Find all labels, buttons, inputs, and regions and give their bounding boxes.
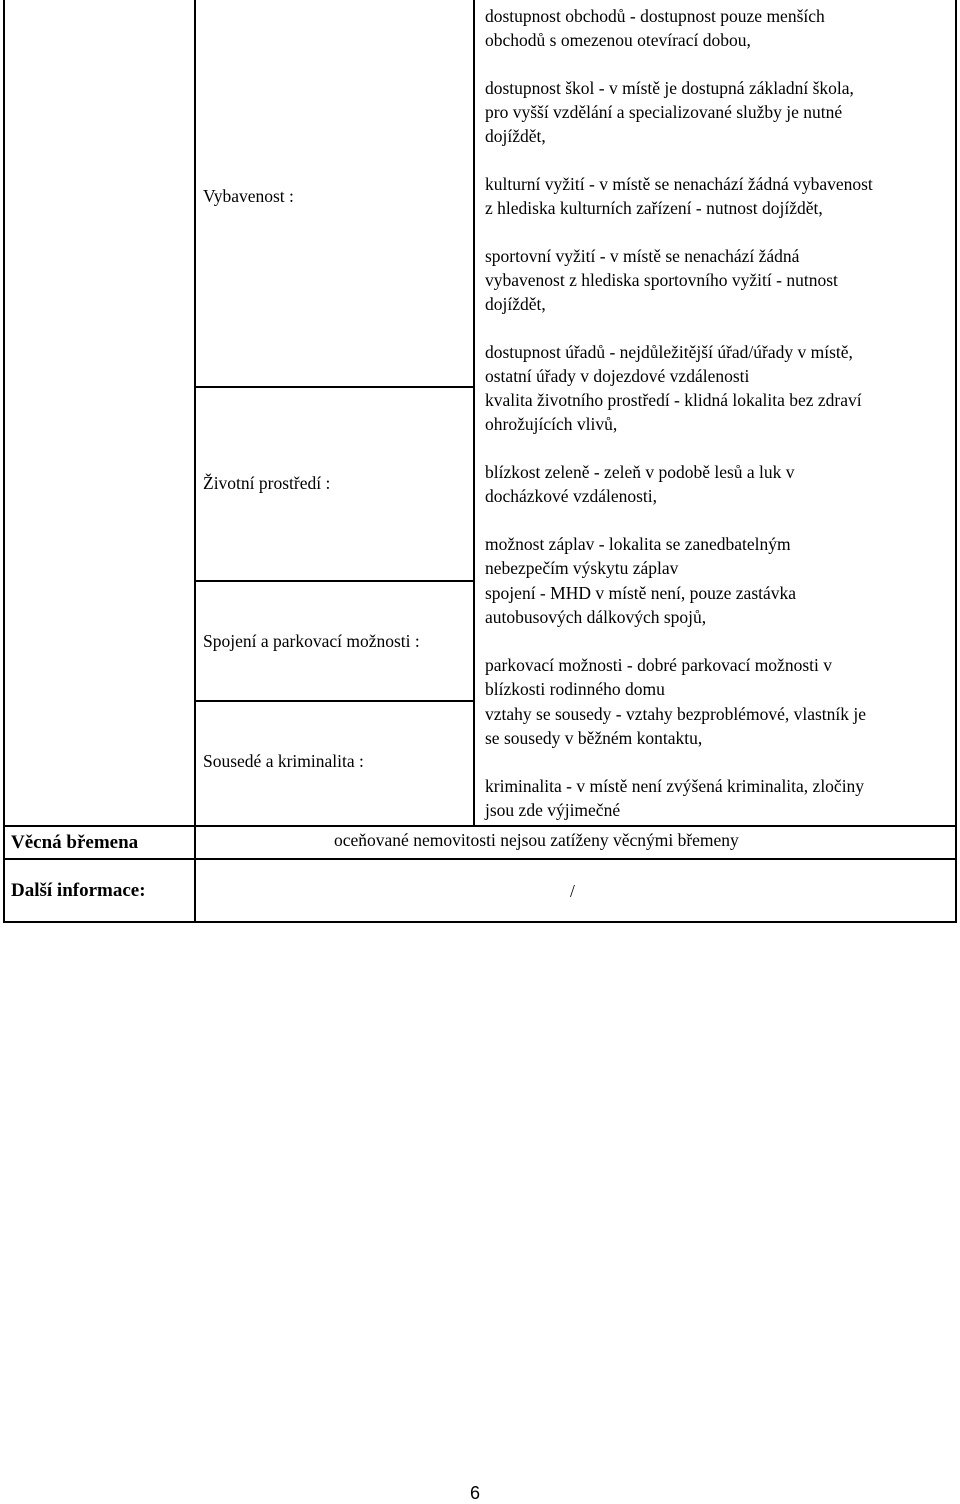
sousede-item-line: jsou zde výjimečné xyxy=(485,800,621,820)
row-divider-zivotni xyxy=(194,580,475,582)
zivotni-item-line: nebezpečím výskytu záplav xyxy=(485,558,679,578)
sousede-item-line: kriminalita - v místě není zvýšená kriminalita, zločiny xyxy=(485,776,865,796)
spojeni-item-line: parkovací možnosti - dobré parkovací možnosti v xyxy=(485,655,832,675)
page-number: 6 xyxy=(469,1483,480,1503)
zivotni-item-line: možnost záplav - lokalita se zanedbatelným xyxy=(485,534,791,554)
vybavenost-item-line: dostupnost úřadů - nejdůležitější úřad/úřady v místě, xyxy=(485,342,853,362)
zivotni-item-line: kvalita životního prostředí - klidná lokalita bez zdraví xyxy=(485,390,862,410)
vybavenost-item-line: dostupnost škol - v místě je dostupná základní škola, xyxy=(485,78,854,98)
spojeni-item-line: spojení - MHD v místě není, pouze zastávka xyxy=(485,583,797,603)
vybavenost-item-line: ostatní úřady v dojezdové vzdálenosti xyxy=(485,366,750,386)
table-border-bottom xyxy=(3,921,957,923)
label-dalsi-informace: Další informace: xyxy=(11,880,146,901)
row-divider-spojeni xyxy=(194,700,475,702)
row-divider-vybavenost xyxy=(194,386,475,388)
zivotni-item-line: docházkové vzdálenosti, xyxy=(485,486,658,506)
row-divider-vecna-bremena xyxy=(3,858,957,860)
table-divider-value-column xyxy=(473,0,475,826)
label-spojeni: Spojení a parkovací možnosti : xyxy=(203,631,420,651)
vybavenost-item-line: dojíždět, xyxy=(485,126,546,146)
sousede-item-line: vztahy se sousedy - vztahy bezproblémové, vlastník je xyxy=(485,704,867,724)
label-vybavenost: Vybavenost : xyxy=(203,186,294,206)
vybavenost-item-line: dojíždět, xyxy=(485,294,546,314)
zivotni-item-line: blízkost zeleně - zeleň v podobě lesů a luk v xyxy=(485,462,795,482)
row-divider-sousede xyxy=(3,825,957,827)
table-border-left xyxy=(3,0,5,923)
vybavenost-item-line: pro vyšší vzdělání a specializované služby je nutné xyxy=(485,102,843,122)
label-zivotni-prostredi: Životní prostředí : xyxy=(203,473,331,493)
label-sousede: Sousedé a kriminalita : xyxy=(203,751,364,771)
zivotni-item-line: ohrožujících vlivů, xyxy=(485,414,618,434)
sousede-item-line: se sousedy v běžném kontaktu, xyxy=(485,728,703,748)
dalsi-informace-value: / xyxy=(570,881,575,901)
table-divider-label-column xyxy=(194,0,196,923)
vybavenost-item-line: z hlediska kulturních zařízení - nutnost dojíždět, xyxy=(485,198,823,218)
vybavenost-item-line: kulturní vyžití - v místě se nenachází žádná vybavenost xyxy=(485,174,873,194)
vybavenost-item-line: obchodů s omezenou otevírací dobou, xyxy=(485,30,751,50)
vecna-bremena-value: oceňované nemovitosti nejsou zatíženy věcnými břemeny xyxy=(334,830,739,850)
table-border-right xyxy=(955,0,957,923)
vybavenost-item-line: sportovní vyžití - v místě se nenachází žádná xyxy=(485,246,800,266)
vybavenost-item-line: dostupnost obchodů - dostupnost pouze menších xyxy=(485,6,825,26)
spojeni-item-line: blízkosti rodinného domu xyxy=(485,679,665,699)
vybavenost-item-line: vybavenost z hlediska sportovního vyžití - nutnost xyxy=(485,270,838,290)
spojeni-item-line: autobusových dálkových spojů, xyxy=(485,607,707,627)
label-vecna-bremena: Věcná břemena xyxy=(11,832,139,853)
